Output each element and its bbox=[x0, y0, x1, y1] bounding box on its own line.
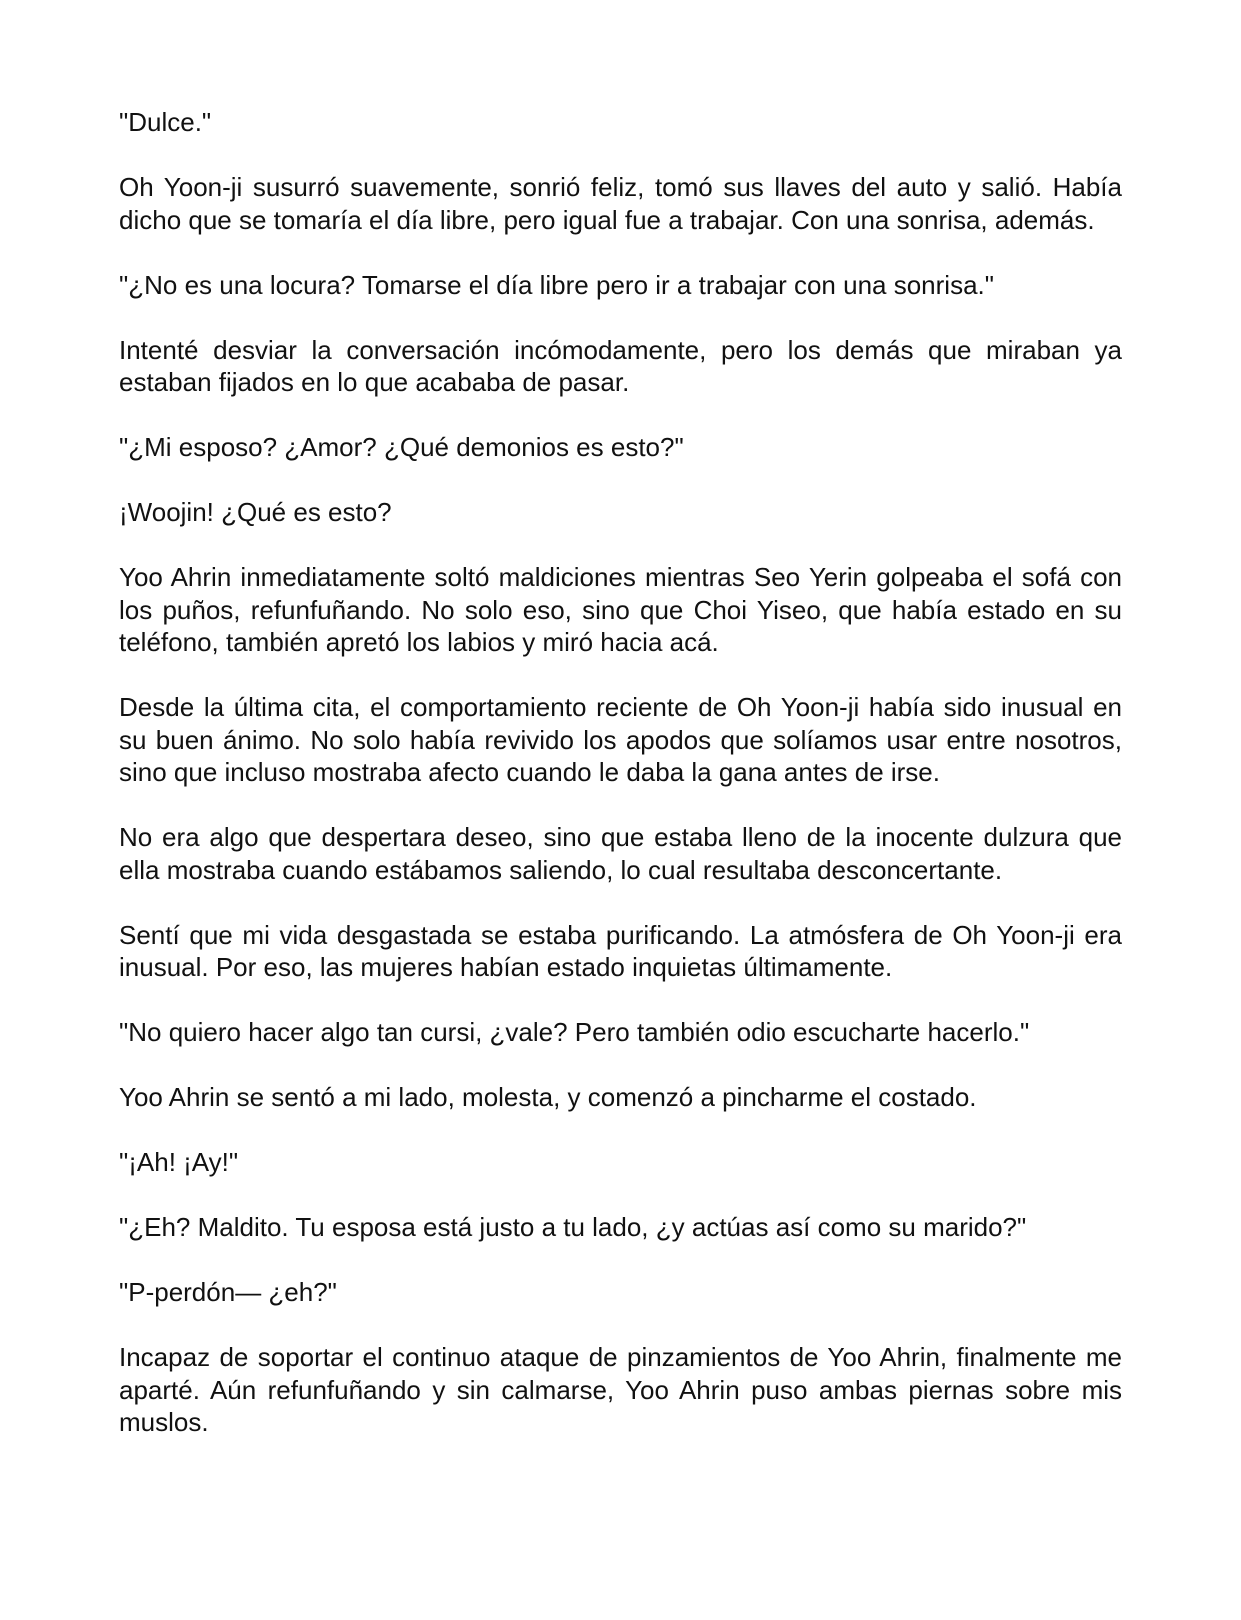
paragraph-11: "No quiero hacer algo tan cursi, ¿vale? Pero también odio escucharte hacerlo." bbox=[119, 1017, 1030, 1047]
paragraph-6: ¡Woojin! ¿Qué es esto? bbox=[119, 497, 392, 527]
paragraph-8: Desde la última cita, el comportamiento reciente de Oh Yoon-ji había sido inusual en su buen ánimo. No solo había revivido los apodos que solíamos usar entre nosotros, sino que incluso mostraba afecto cuando le daba la gana antes de irse. bbox=[119, 692, 1122, 787]
paragraph-12: Yoo Ahrin se sentó a mi lado, molesta, y comenzó a pincharme el costado. bbox=[119, 1082, 977, 1112]
paragraph-10: Sentí que mi vida desgastada se estaba purificando. La atmósfera de Oh Yoon-ji era inusual. Por eso, las mujeres habían estado inquietas últimamente. bbox=[119, 919, 1122, 982]
paragraph-16: Incapaz de soportar el continuo ataque de pinzamientos de Yoo Ahrin, finalmente me aparté. Aún refunfuñando y sin calmarse, Yoo Ahrin puso ambas piernas sobre mis muslos. bbox=[119, 1342, 1122, 1437]
paragraph-2: Oh Yoon-ji susurró suavemente, sonrió feliz, tomó sus llaves del auto y salió. Había dicho que se tomaría el día libre, pero igual fue a trabajar. Con una sonrisa, además. bbox=[119, 172, 1122, 235]
paragraph-9: No era algo que despertara deseo, sino que estaba lleno de la inocente dulzura que ella mostraba cuando estábamos saliendo, lo cual resultaba desconcertante. bbox=[119, 822, 1122, 885]
paragraph-5: "¿Mi esposo? ¿Amor? ¿Qué demonios es esto?" bbox=[119, 432, 684, 462]
paragraph-4: Intenté desviar la conversación incómodamente, pero los demás que miraban ya estaban fijados en lo que acababa de pasar. bbox=[119, 334, 1122, 397]
paragraph-15: "P-perdón— ¿eh?" bbox=[119, 1277, 337, 1307]
paragraph-14: "¿Eh? Maldito. Tu esposa está justo a tu lado, ¿y actúas así como su marido?" bbox=[119, 1212, 1027, 1242]
paragraph-3: "¿No es una locura? Tomarse el día libre pero ir a trabajar con una sonrisa." bbox=[119, 269, 994, 300]
paragraph-1: "Dulce." bbox=[119, 107, 212, 137]
paragraph-13: "¡Ah! ¡Ay!" bbox=[119, 1147, 239, 1177]
text-column bbox=[119, 106, 1122, 1439]
paragraph-7: Yoo Ahrin inmediatamente soltó maldiciones mientras Seo Yerin golpeaba el sofá con los puños, refunfuñando. No solo eso, sino que Choi Yiseo, que había estado en su teléfono, también apretó los labios y miró hacia acá. bbox=[119, 562, 1122, 657]
